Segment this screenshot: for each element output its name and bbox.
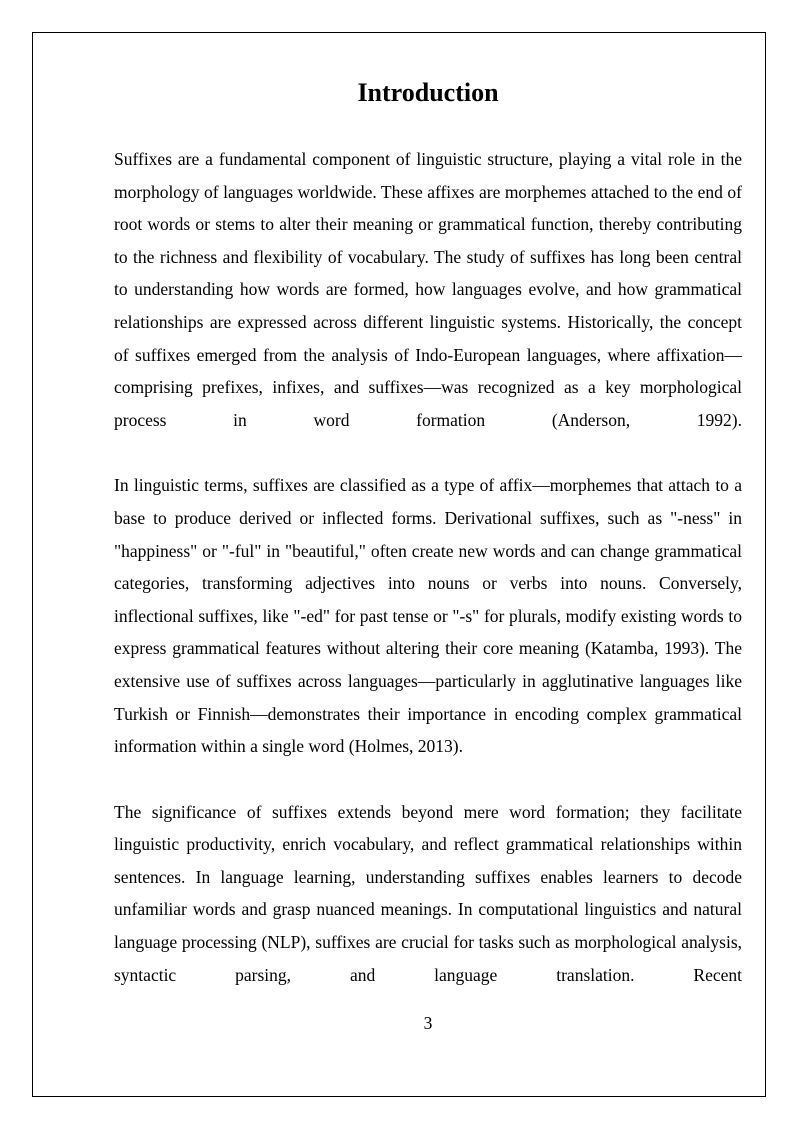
paragraph-2: In linguistic terms, suffixes are classified as a type of affix—morphemes that attach to a base to produce derived or inflected forms. Derivational suffixes, such as "-ness" in "happiness" or "-ful" in "beautiful," often create new words and can change grammatical categories, transforming adjectives into nouns or verbs into nouns. Conversely, inflectional suffixes, like "-ed" for past tense or "-s" for plurals, modify existing words to express grammatical features without altering their core meaning (Katamba, 1993). The extensive use of suffixes across languages—particularly in agglutinative languages like Turkish or Finnish—demonstrates their importance in encoding complex grammatical information within a single word (Holmes, 2013). [114, 475, 742, 757]
page-title: Introduction [357, 78, 499, 107]
paragraph-3: The significance of suffixes extends beyond mere word formation; they facilitate linguistic productivity, enrich vocabulary, and reflect grammatical relationships within sentences. In language learning, understanding suffixes enables learners to decode unfamiliar words and grasp nuanced meanings. In computational linguistics and natural language processing (NLP), suffixes are crucial for tasks such as morphological analysis, syntactic parsing, and language translation. Recent [114, 801, 742, 985]
paragraph-1: Suffixes are a fundamental component of linguistic structure, playing a vital role in the morphology of languages worldwide. These affixes are morphemes attached to the end of root words or stems to alter their meaning or grammatical function, thereby contributing to the richness and flexibility of vocabulary. The study of suffixes has long been central to understanding how words are formed, how languages evolve, and how grammatical relationships are expressed across different linguistic systems. Historically, the concept of suffixes emerged from the analysis of Indo-European languages, where affixation—comprising prefixes, infixes, and suffixes—was recognized as a key morphological process in word formation (Anderson, 1992). [114, 149, 742, 430]
page-number: 3 [423, 1013, 433, 1033]
body-text [114, 143, 742, 1024]
